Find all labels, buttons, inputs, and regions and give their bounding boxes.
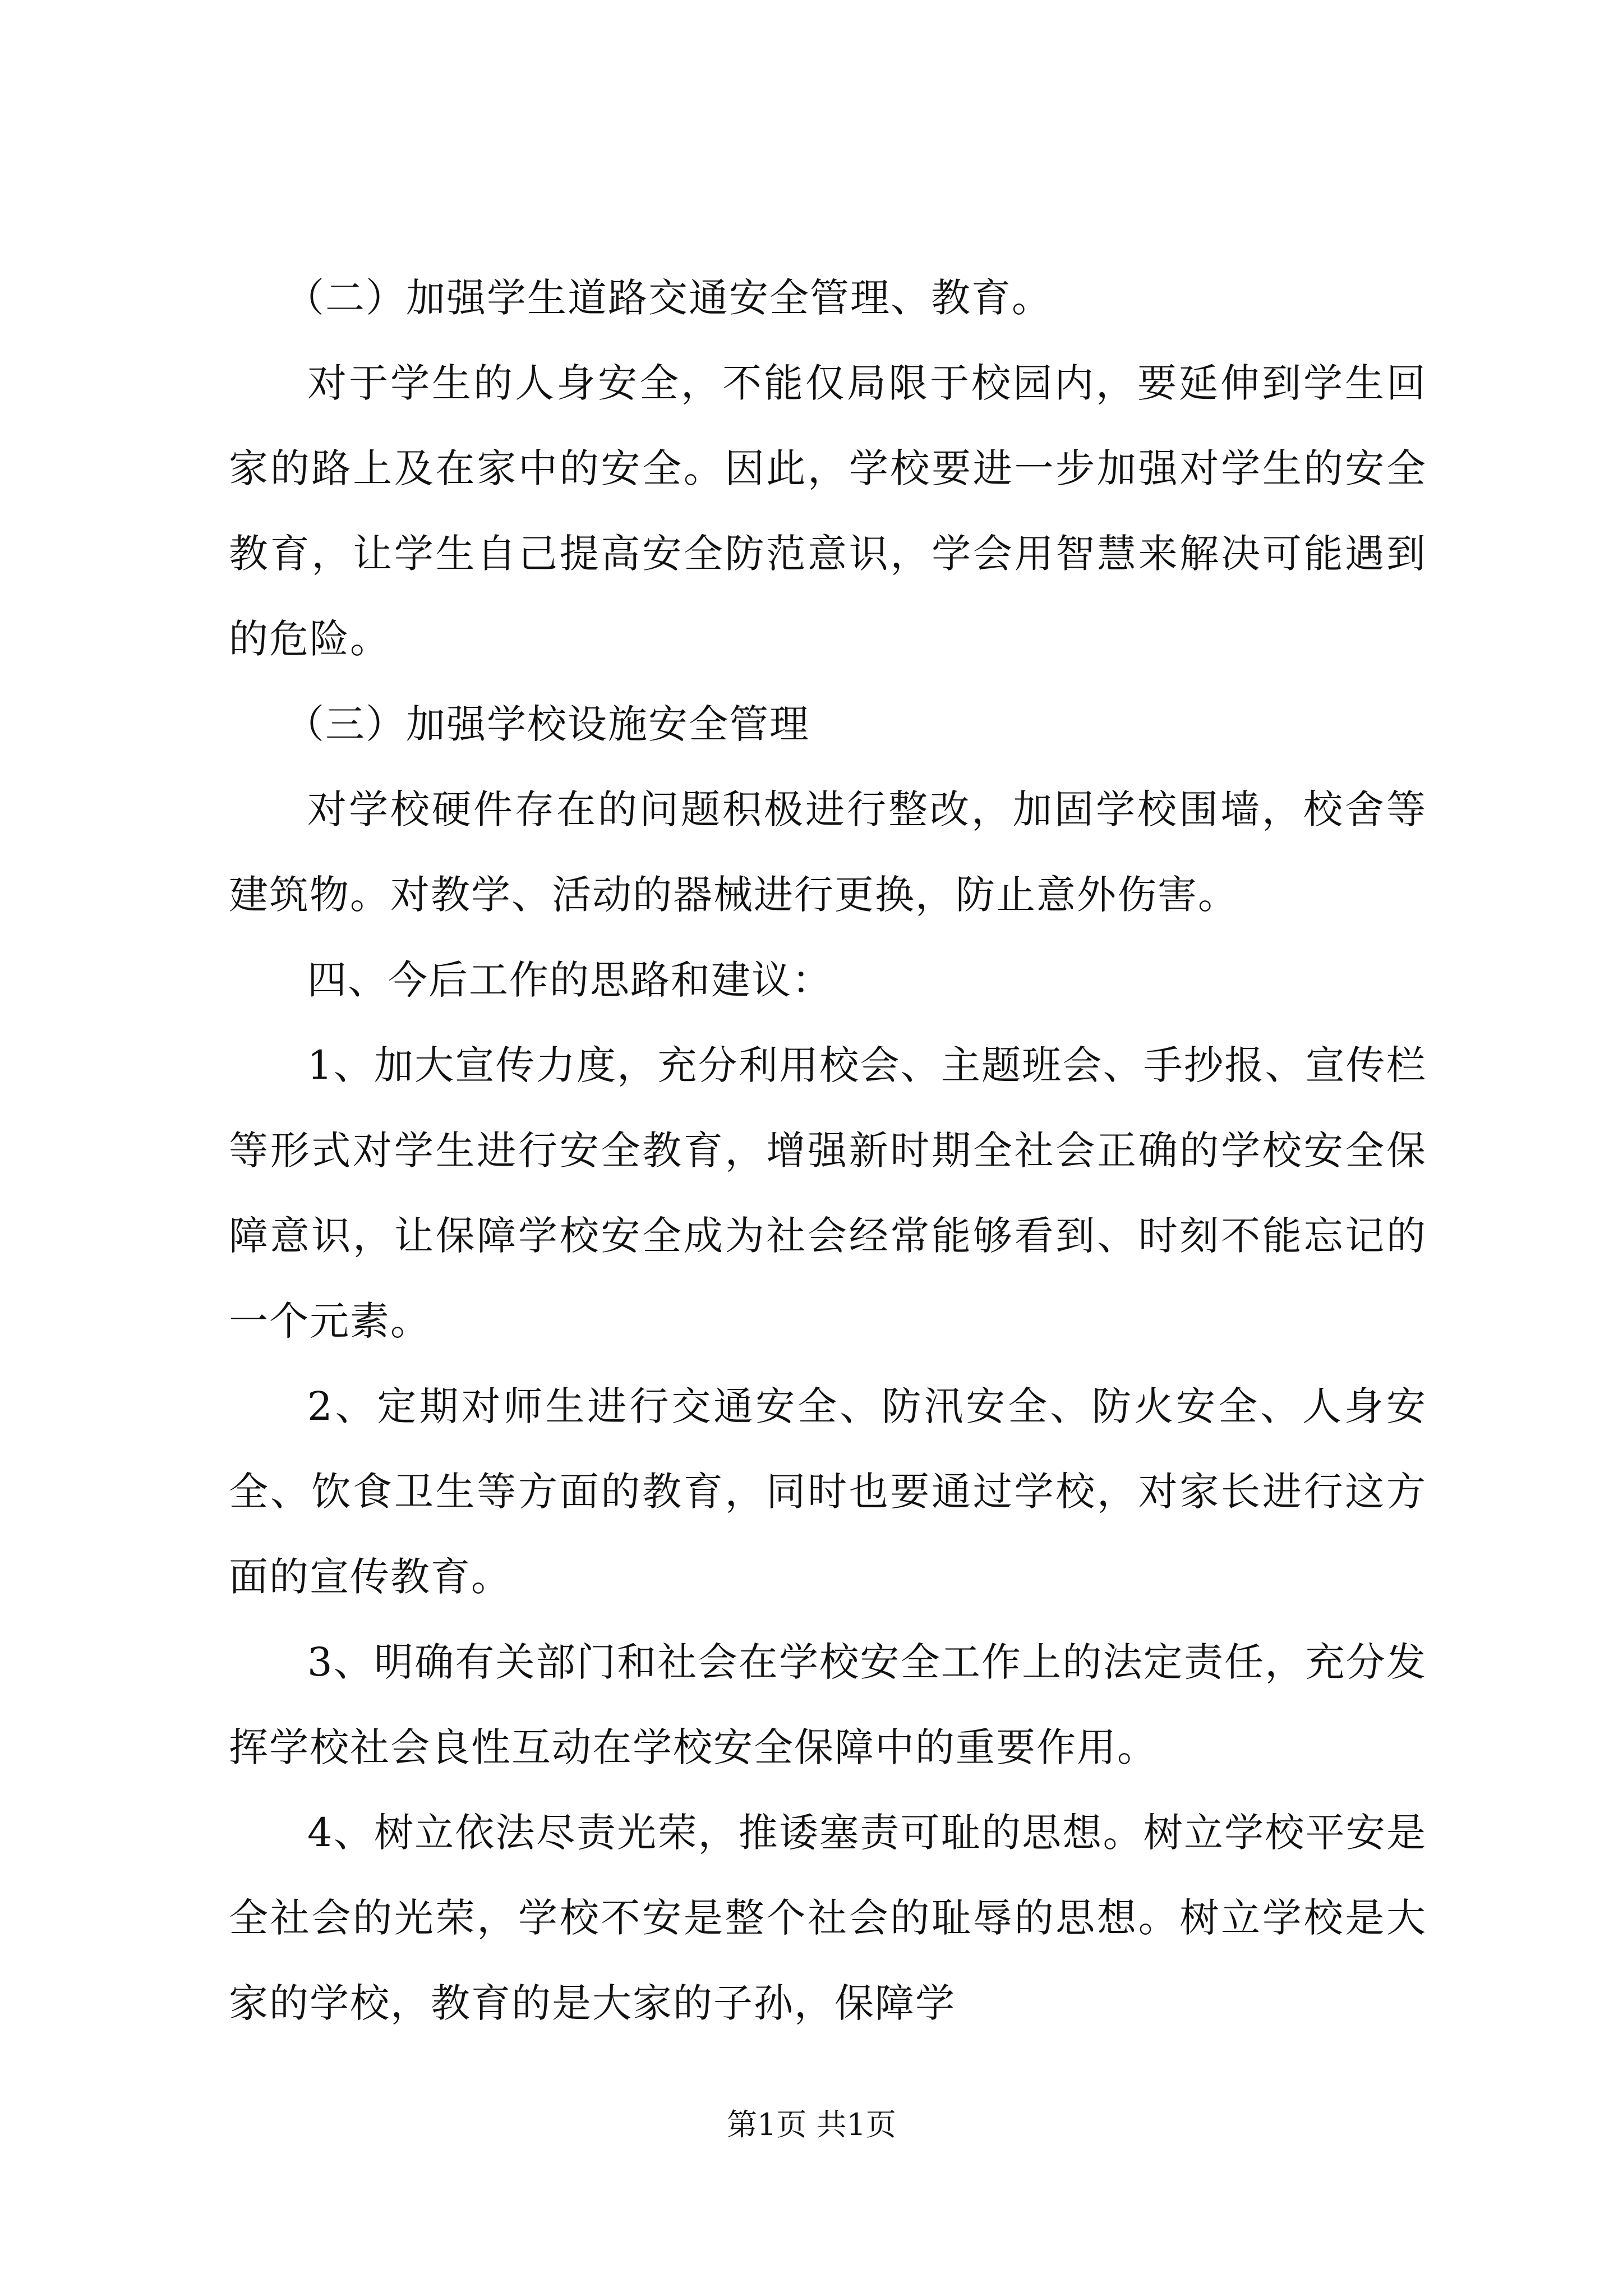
section-heading-facility-safety: （三）加强学校设施安全管理 bbox=[285, 701, 810, 747]
paragraph-personal-safety: 对于学生的人身安全，不能仅局限于校园内，要延伸到学生回家的路上及在家中的安全。因此，学校要进一步加强对学生的安全教育，让学生自己提高安全防范意识，学会用智慧来解决可能遇到的危险。 bbox=[229, 360, 1427, 662]
paragraph-hardware-rectification: 对学校硬件存在的问题积极进行整改，加固学校围墙，校舍等建筑物。对教学、活动的器械进行更换，防止意外伤害。 bbox=[229, 786, 1427, 918]
document-body bbox=[229, 255, 1427, 2046]
page-number-label: 第1页 共1页 bbox=[727, 2107, 896, 2142]
page-footer bbox=[0, 2101, 1623, 2144]
paragraph-item-4: 4、树立依法尽责光荣，推诿塞责可耻的思想。树立学校平安是全社会的光荣，学校不安是整个社会的耻辱的思想。树立学校是大家的学校，教育的是大家的子孙，保障学 bbox=[229, 1810, 1427, 2026]
section-heading-future-work: 四、今后工作的思路和建议： bbox=[307, 957, 832, 1003]
paragraph-item-2: 2、定期对师生进行交通安全、防汛安全、防火安全、人身安全、饮食卫生等方面的教育，同时也要通过学校，对家长进行这方面的宣传教育。 bbox=[229, 1383, 1427, 1600]
paragraph-item-1: 1、加大宣传力度，充分利用校会、主题班会、手抄报、宣传栏等形式对学生进行安全教育，增强新时期全社会正确的学校安全保障意识，让保障学校安全成为社会经常能够看到、时刻不能忘记的一个元素。 bbox=[229, 1042, 1427, 1344]
section-heading-traffic-safety: （二）加强学生道路交通安全管理、教育。 bbox=[285, 275, 1052, 321]
paragraph-item-3: 3、明确有关部门和社会在学校安全工作上的法定责任，充分发挥学校社会良性互动在学校安全保障中的重要作用。 bbox=[229, 1639, 1427, 1770]
